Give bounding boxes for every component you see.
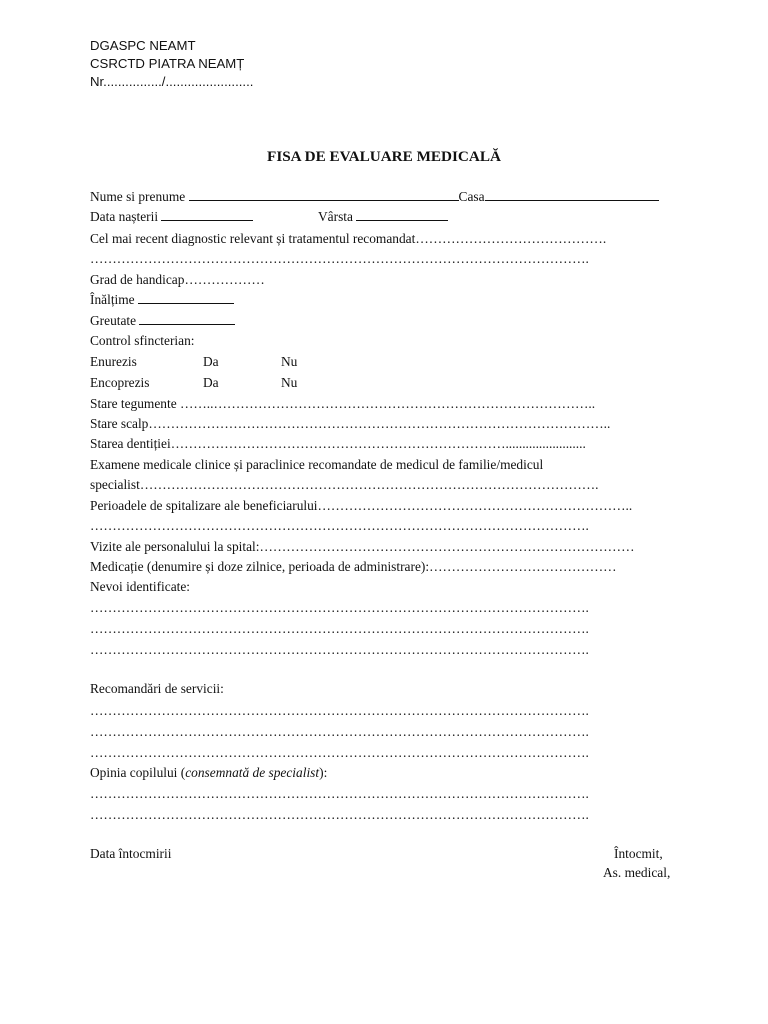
weight-row [90, 312, 235, 330]
name-field[interactable] [189, 188, 459, 201]
scalp-dots[interactable]: ………………………………………………………………………………………….. [148, 416, 611, 431]
teeth-label: Starea dentiției [90, 436, 171, 451]
encoprezis-no[interactable]: Nu [281, 375, 298, 390]
birth-row [90, 208, 253, 226]
medication-row [90, 558, 617, 576]
diagnostic-dots[interactable]: ……………………………………. [415, 231, 607, 246]
exams-row [90, 476, 598, 494]
medication-label: Medicație (denumire și doze zilnice, perioada de administrare): [90, 559, 430, 574]
skin-row [90, 395, 595, 413]
hospital-label: Perioadele de spitalizare ale beneficiarului [90, 498, 318, 513]
teeth-row [90, 435, 586, 453]
opinion-dots-line-1[interactable]: …………………………………………………………………………………………………. [90, 786, 589, 801]
handicap-dots[interactable]: ……………… [184, 272, 265, 287]
diagnostic-row [90, 230, 606, 248]
needs-dots-line-1[interactable]: …………………………………………………………………………………………………. [90, 600, 589, 615]
enurezis-no[interactable]: Nu [281, 354, 298, 369]
role-label: As. medical, [603, 865, 671, 880]
scalp-row [90, 415, 610, 433]
org-name-dgaspc: DGASPC NEAMT [90, 38, 196, 53]
sphincter-label: Control sfincterian: [90, 333, 195, 348]
needs-dots-line-2[interactable]: …………………………………………………………………………………………………. [90, 621, 589, 636]
encoprezis-yes[interactable]: Da [203, 375, 219, 390]
exams-label: Examene medicale clinice și paraclinice recomandate de medicul de familie/medicul [90, 457, 544, 472]
height-label: Înălțime [90, 292, 138, 307]
teeth-dots[interactable]: …………………………………………………………………........................ [170, 436, 586, 451]
age-row [318, 208, 448, 226]
opinion-row [90, 764, 327, 782]
org-name-csrctd: CSRCTD PIATRA NEAMȚ [90, 56, 245, 71]
skin-dots[interactable]: ……..………………………………………………………………………….. [179, 396, 596, 411]
form-title: FISA DE EVALUARE MEDICALĂ [267, 148, 501, 165]
diagnostic-label: Cel mai recent diagnostic relevant și tratamentul recomandat [90, 231, 416, 246]
exams-label-continued: specialist [90, 477, 140, 492]
skin-label: Stare tegumente [90, 396, 180, 411]
weight-label: Greutate [90, 313, 140, 328]
services-dots-line-3[interactable]: …………………………………………………………………………………………………. [90, 745, 589, 760]
medication-dots[interactable]: …………………………………… [429, 559, 617, 574]
weight-field[interactable] [139, 312, 235, 325]
visits-label: Vizite ale personalului la spital: [90, 539, 260, 554]
services-label: Recomandări de servicii: [90, 681, 224, 696]
age-field[interactable] [356, 208, 448, 221]
age-label: Vârsta [318, 209, 357, 224]
hospital-dots-line[interactable]: …………………………………………………………………………………………………. [90, 518, 589, 533]
services-dots-line-1[interactable]: …………………………………………………………………………………………………. [90, 703, 589, 718]
hospital-row [90, 497, 632, 515]
height-field[interactable] [138, 291, 234, 304]
exams-dots[interactable]: …………………………………………………………………………………………. [139, 477, 599, 492]
opinion-label-italic: consemnată de specialist [185, 765, 320, 780]
visits-row [90, 538, 634, 556]
handicap-label: Grad de handicap [90, 272, 185, 287]
enurezis-label: Enurezis [90, 354, 137, 369]
name-label: Nume si prenume [90, 189, 189, 204]
scalp-label: Stare scalp [90, 416, 149, 431]
casa-label: Casa [458, 189, 485, 204]
handicap-row [90, 271, 265, 289]
casa-field[interactable] [485, 188, 659, 201]
opinion-label-end: ): [319, 765, 328, 780]
services-dots-line-2[interactable]: …………………………………………………………………………………………………. [90, 724, 589, 739]
signed-label: Întocmit, [614, 846, 663, 861]
enurezis-yes[interactable]: Da [203, 354, 219, 369]
name-row [90, 188, 659, 206]
needs-dots-line-3[interactable]: …………………………………………………………………………………………………. [90, 642, 589, 657]
encoprezis-label: Encoprezis [90, 375, 150, 390]
opinion-dots-line-2[interactable]: …………………………………………………………………………………………………. [90, 807, 589, 822]
needs-label: Nevoi identificate: [90, 579, 191, 594]
diagnostic-dots-line[interactable]: …………………………………………………………………………………………………. [90, 251, 589, 266]
date-label: Data întocmirii [90, 846, 172, 861]
birth-label: Data nașterii [90, 209, 162, 224]
birth-date-field[interactable] [161, 208, 253, 221]
opinion-label-start: Opinia copilului ( [90, 765, 186, 780]
height-row [90, 291, 234, 309]
visits-dots[interactable]: ………………………………………………………………………… [259, 539, 635, 554]
registration-number: Nr................/........................ [90, 74, 254, 89]
hospital-dots[interactable]: …………………………………………………………….. [317, 498, 633, 513]
